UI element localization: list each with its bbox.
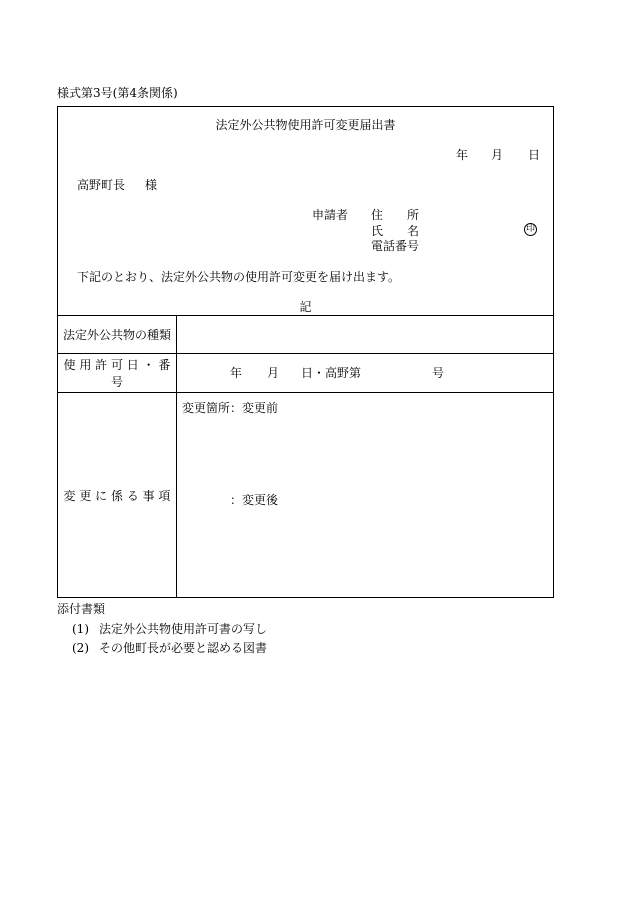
attachment-num: (1): [72, 622, 89, 636]
seal-icon: 印: [525, 224, 535, 234]
intro-text: 下記のとおり、法定外公共物の使用許可変更を届け出ます。: [77, 270, 401, 284]
form-box: [57, 106, 554, 598]
type-value-cell[interactable]: [178, 316, 553, 352]
permit-year: 年: [230, 366, 243, 380]
name-label: 氏 名: [371, 224, 420, 238]
change-after: ：変更後: [230, 493, 279, 507]
date-month: 月: [491, 148, 504, 162]
change-before: 変更箇所：変更前: [182, 401, 279, 415]
permit-number-suffix: 号: [432, 366, 445, 380]
table-column-divider: [176, 315, 177, 597]
attachment-num: (2): [72, 641, 89, 655]
form-title: 法定外公共物使用許可変更届出書: [215, 118, 396, 132]
form-number: 様式第3号(第4条関係): [57, 86, 178, 100]
ki-heading: 記: [299, 300, 312, 314]
date-day: 日: [528, 148, 541, 162]
attachment-item: 法定外公共物使用許可書の写し: [99, 622, 268, 636]
permit-day-number: 日・高野第: [301, 366, 362, 380]
addressee-name: 高野町長: [77, 178, 126, 192]
change-label: 変 更 に 係 る 事 項: [63, 489, 171, 503]
type-label: 法定外公共物の種類: [62, 327, 171, 342]
permit-label: 使 用 許 可 日 ・ 番 号: [63, 357, 171, 389]
addressee-honorific: 様: [145, 178, 158, 192]
applicant-label: 申請者: [312, 208, 349, 222]
phone-label: 電話番号: [371, 239, 420, 253]
date-year: 年: [456, 148, 469, 162]
permit-month: 月: [267, 366, 280, 380]
attachments-heading: 添付書類: [57, 602, 106, 616]
attachment-item: その他町長が必要と認める図書: [99, 641, 268, 655]
address-label: 住 所: [371, 208, 420, 222]
